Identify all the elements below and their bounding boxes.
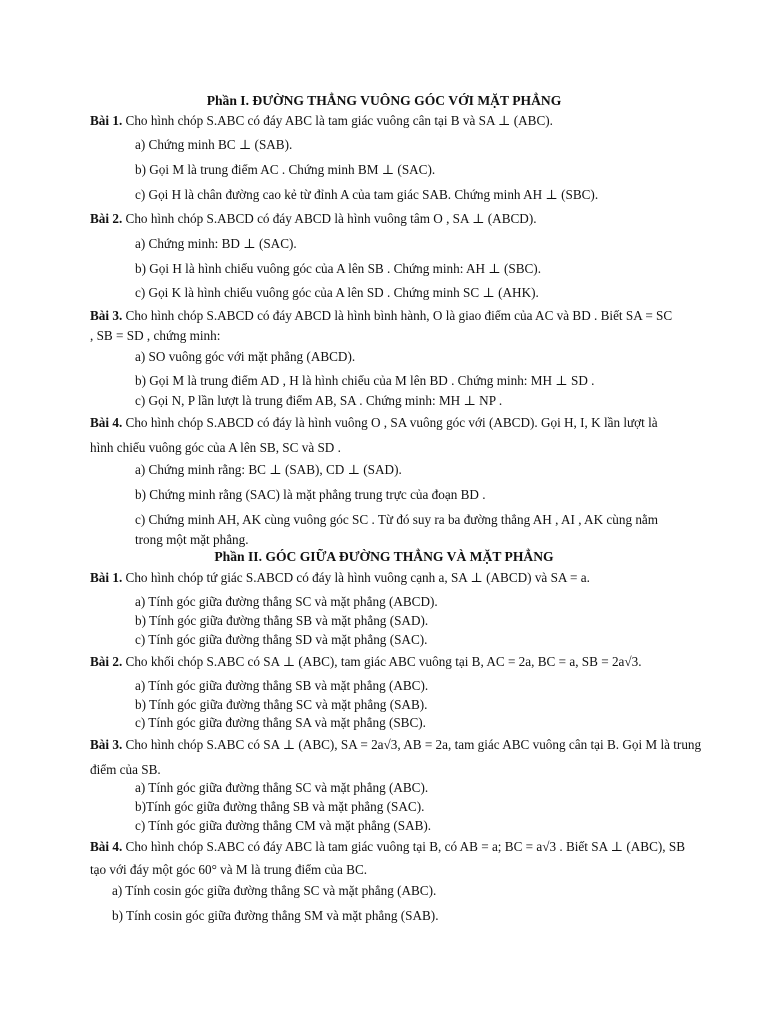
p1-bai1-label: Bài 1. [90, 113, 123, 128]
p2-bai1-label: Bài 1. [90, 570, 123, 585]
p2-bai4-b: b) Tính cosin góc giữa đường thẳng SM và mặt phẳng (SAB). [112, 908, 439, 923]
p2-bai4-a: a) Tính cosin góc giữa đường thẳng SC và mặt phẳng (ABC). [112, 883, 437, 898]
p1-bai3-b: b) Gọi M là trung điểm AD , H là hình chiếu của M lên BD . Chứng minh: MH ⊥ SD . [135, 373, 595, 388]
p2-bai4-statement [90, 839, 685, 855]
p2-bai3-text2: điểm của SB. [90, 762, 161, 777]
p1-bai4-label: Bài 4. [90, 415, 123, 430]
p2-bai3-b: b)Tính góc giữa đường thẳng SB và mặt phẳng (SAC). [135, 799, 425, 814]
p1-bai4-b: b) Chứng minh rằng (SAC) là mặt phẳng trung trực của đoạn BD . [135, 487, 486, 502]
p1-bai1-statement [90, 113, 553, 129]
p1-bai4-text: Cho hình chóp S.ABCD có đáy là hình vuông O , SA vuông góc với (ABCD). Gọi H, I, K lần lượt là [122, 415, 658, 430]
p1-bai3-text2: , SB = SD , chứng minh: [90, 328, 221, 343]
p2-bai4-label: Bài 4. [90, 839, 123, 854]
p1-bai3-c: c) Gọi N, P lần lượt là trung điểm AB, SA . Chứng minh: MH ⊥ NP . [135, 393, 503, 408]
p1-bai2-text: Cho hình chóp S.ABCD có đáy ABCD là hình vuông tâm O , SA ⊥ (ABCD). [122, 211, 537, 226]
p2-bai1-a: a) Tính góc giữa đường thẳng SC và mặt phẳng (ABCD). [135, 594, 438, 609]
p2-bai1-b: b) Tính góc giữa đường thẳng SB và mặt phẳng (SAD). [135, 613, 429, 628]
p1-bai2-statement [90, 211, 537, 227]
p2-bai3-statement [90, 737, 701, 753]
p2-bai1-text: Cho hình chóp tứ giác S.ABCD có đáy là hình vuông cạnh a, SA ⊥ (ABCD) và SA = a. [122, 570, 590, 585]
p1-bai1-text: Cho hình chóp S.ABC có đáy ABC là tam giác vuông cân tại B và SA ⊥ (ABC). [122, 113, 553, 128]
p1-bai3-label: Bài 3. [90, 308, 123, 323]
p2-bai4-text2: tạo với đáy một góc 60° và M là trung điểm của BC. [90, 862, 368, 877]
p2-bai4-text: Cho hình chóp S.ABC có đáy ABC là tam giác vuông tại B, có AB = a; BC = a√3 . Biết SA ⊥ (ABC), SB [122, 839, 685, 854]
p2-bai2-text: Cho khối chóp S.ABC có SA ⊥ (ABC), tam giác ABC vuông tại B, AC = 2a, BC = a, SB = 2a√3. [122, 654, 642, 669]
p2-bai3-c: c) Tính góc giữa đường thẳng CM và mặt phẳng (SAB). [135, 818, 432, 833]
p1-bai2-b: b) Gọi H là hình chiếu vuông góc của A lên SB . Chứng minh: AH ⊥ (SBC). [135, 261, 541, 276]
p2-bai2-c: c) Tính góc giữa đường thẳng SA và mặt phẳng (SBC). [135, 715, 426, 730]
p1-bai1-b: b) Gọi M là trung điểm AC . Chứng minh BM ⊥ (SAC). [135, 162, 436, 177]
p2-bai2-label: Bài 2. [90, 654, 123, 669]
p1-bai3-text: Cho hình chóp S.ABCD có đáy ABCD là hình bình hành, O là giao điểm của AC và BD . Biết SA = SC [122, 308, 673, 323]
p1-bai2-a: a) Chứng minh: BD ⊥ (SAC). [135, 236, 297, 251]
p1-bai4-c2: trong một mặt phẳng. [135, 532, 249, 547]
part2-title: Phần II. GÓC GIỮA ĐƯỜNG THẲNG VÀ MẶT PHẲNG [214, 549, 554, 564]
p1-bai3-a: a) SO vuông góc với mặt phẳng (ABCD). [135, 349, 356, 364]
p1-bai1-c: c) Gọi H là chân đường cao kẻ từ đỉnh A của tam giác SAB. Chứng minh AH ⊥ (SBC). [135, 187, 599, 202]
p1-bai4-a: a) Chứng minh rằng: BC ⊥ (SAB), CD ⊥ (SAD). [135, 462, 402, 477]
p2-bai2-b: b) Tính góc giữa đường thẳng SC và mặt phẳng (SAB). [135, 697, 428, 712]
p2-bai1-c: c) Tính góc giữa đường thẳng SD và mặt phẳng (SAC). [135, 632, 428, 647]
p2-bai3-label: Bài 3. [90, 737, 123, 752]
p1-bai2-c: c) Gọi K là hình chiếu vuông góc của A lên SD . Chứng minh SC ⊥ (AHK). [135, 285, 539, 300]
p1-bai4-statement [90, 415, 658, 431]
part1-title: Phần I. ĐƯỜNG THẲNG VUÔNG GÓC VỚI MẶT PHẲNG [206, 93, 562, 108]
p2-bai3-text: Cho hình chóp S.ABC có SA ⊥ (ABC), SA = 2a√3, AB = 2a, tam giác ABC vuông cân tại B. Gọi M là trung [122, 737, 702, 752]
p2-bai2-statement [90, 654, 642, 670]
p1-bai3-statement [90, 308, 672, 324]
p1-bai4-c: c) Chứng minh AH, AK cùng vuông góc SC . Từ đó suy ra ba đường thẳng AH , AI , AK cùng nằm [135, 512, 659, 527]
p2-bai1-statement [90, 570, 590, 586]
p2-bai2-a: a) Tính góc giữa đường thẳng SB và mặt phẳng (ABC). [135, 678, 429, 693]
p2-bai3-a: a) Tính góc giữa đường thẳng SC và mặt phẳng (ABC). [135, 780, 429, 795]
p1-bai2-label: Bài 2. [90, 211, 123, 226]
p1-bai4-text2: hình chiếu vuông góc của A lên SB, SC và SD . [90, 440, 341, 455]
p1-bai1-a: a) Chứng minh BC ⊥ (SAB). [135, 137, 293, 152]
